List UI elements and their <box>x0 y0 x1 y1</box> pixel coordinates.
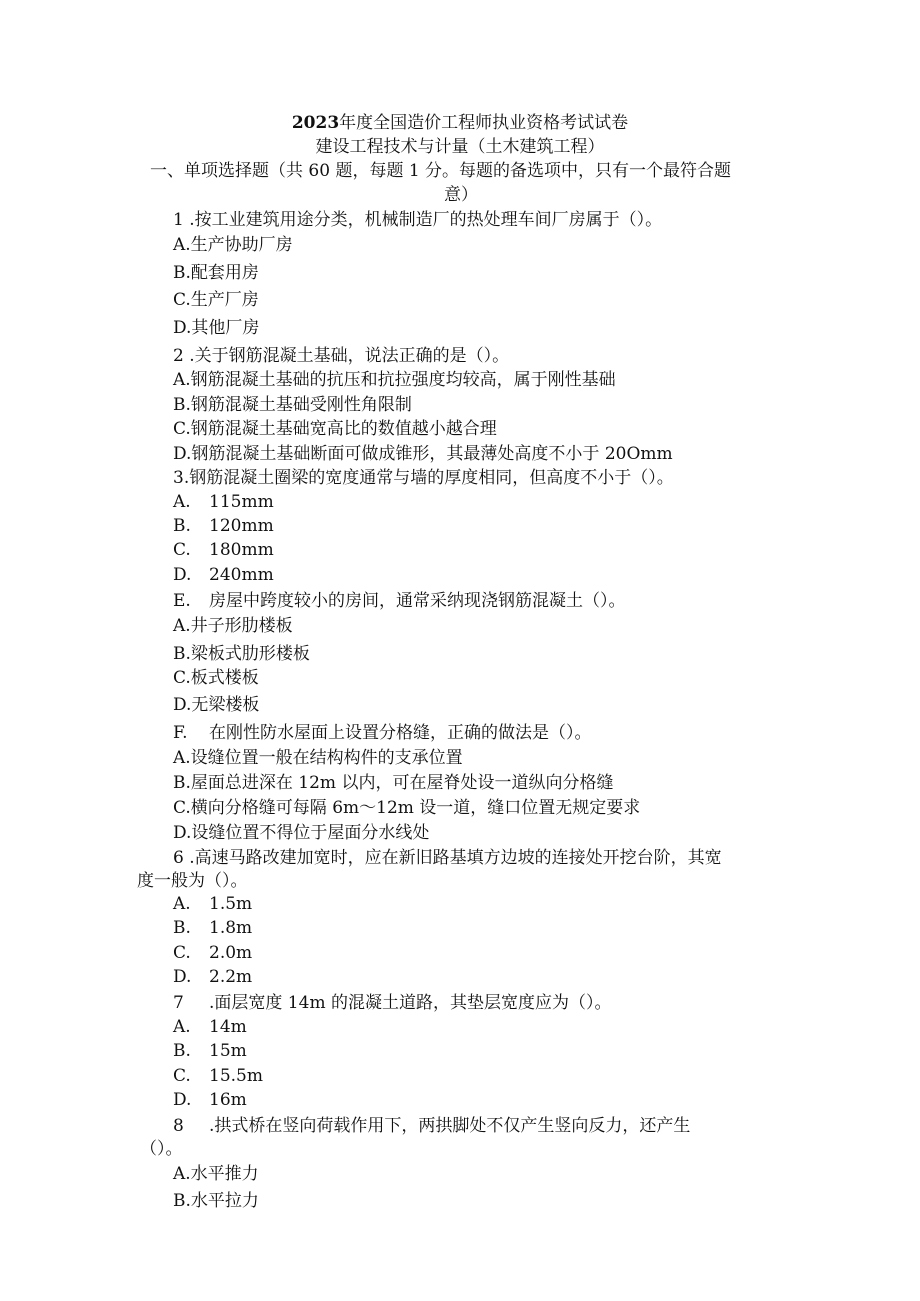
option-text: 15m <box>209 1041 247 1061</box>
question-1-option-b: B.配套用房 <box>173 263 259 283</box>
option-text: 2.0m <box>209 943 253 963</box>
question-5-option-c: C.横向分格缝可每隔 6m～12m 设一道，缝口位置无规定要求 <box>173 798 641 818</box>
question-text: 房屋中跨度较小的房间，通常采纳现浇钢筋混凝土（）。 <box>209 591 626 611</box>
option-letter: B. <box>173 516 191 536</box>
option-letter: C. <box>173 540 191 560</box>
option-letter: B. <box>173 1041 191 1061</box>
option-text: 2.2m <box>209 967 253 987</box>
question-2-option-d: D.钢筋混凝土基础断面可做成锥形，其最薄处高度不小于 20Omm <box>173 444 673 464</box>
question-5-option-b: B.屋面总进深在 12m 以内，可在屋脊处设一道纵向分格缝 <box>173 773 614 793</box>
question-5-option-a: A.设缝位置一般在结构构件的支承位置 <box>173 748 463 768</box>
question-3-option-c <box>173 539 274 561</box>
option-letter: B. <box>173 918 191 938</box>
question-3-stem: 3.钢筋混凝土圈梁的宽度通常与墙的厚度相同，但高度不小于（）。 <box>173 468 674 488</box>
question-7-stem <box>173 992 611 1014</box>
question-text: .面层宽度 14m 的混凝土道路，其垫层宽度应为（）。 <box>209 993 612 1013</box>
section-heading-continued: 意） <box>444 185 478 205</box>
question-4-stem <box>173 590 626 612</box>
question-2-stem: 2 .关于钢筋混凝土基础，说法正确的是（）。 <box>173 346 510 366</box>
question-1-option-d: D.其他厂房 <box>173 318 260 338</box>
question-2-option-b: B.钢筋混凝土基础受刚性角限制 <box>173 395 412 415</box>
option-text: 180mm <box>209 540 274 560</box>
question-8-option-b: B.水平拉力 <box>173 1191 259 1211</box>
option-text: 240mm <box>209 565 274 585</box>
question-4-option-c: C.板式楼板 <box>173 668 259 688</box>
question-7-option-d <box>173 1089 247 1111</box>
question-6-option-c <box>173 942 252 964</box>
question-4-option-a: A.井子形肋楼板 <box>173 616 293 636</box>
question-6-stem: 6 .高速马路改建加宽时，应在新旧路基填方边坡的连接处开挖台阶，其宽 <box>173 848 722 868</box>
question-5-option-d: D.设缝位置不得位于屋面分水线处 <box>173 823 430 843</box>
exam-subtitle: 建设工程技术与计量（土木建筑工程） <box>315 137 605 157</box>
question-6-option-a <box>173 893 252 915</box>
question-6-option-d <box>173 966 252 988</box>
question-1-option-c: C.生产厂房 <box>173 290 259 310</box>
option-letter: D. <box>173 565 192 585</box>
exam-title <box>0 112 920 134</box>
question-1-option-a: A.生产协助厂房 <box>173 235 293 255</box>
option-text: 16m <box>209 1090 247 1110</box>
option-letter: D. <box>173 1090 192 1110</box>
option-text: 15.5m <box>209 1066 263 1086</box>
question-3-option-d <box>173 564 274 586</box>
question-2-option-c: C.钢筋混凝土基础宽高比的数值越小越合理 <box>173 419 497 439</box>
question-number: E. <box>173 591 191 611</box>
question-number: 8 <box>173 1116 184 1136</box>
option-text: 120mm <box>209 516 274 536</box>
option-letter: A. <box>173 492 191 512</box>
question-text: .拱式桥在竖向荷载作用下，两拱脚处不仅产生竖向反力，还产生 <box>209 1116 691 1136</box>
question-7-option-c <box>173 1065 263 1087</box>
question-number: F. <box>173 723 188 743</box>
option-letter: D. <box>173 967 192 987</box>
option-text: 1.8m <box>209 918 253 938</box>
question-6-option-b <box>173 917 252 939</box>
section-heading: 一、单项选择题（共 60 题，每题 1 分。每题的备选项中，只有一个最符合题 <box>150 161 732 181</box>
exam-title-text: 年度全国造价工程师执业资格考试试卷 <box>339 113 629 133</box>
question-4-option-b: B.梁板式肋形楼板 <box>173 644 310 664</box>
question-4-option-d: D.无梁楼板 <box>173 695 260 715</box>
option-text: 115mm <box>209 492 274 512</box>
question-7-option-b <box>173 1040 247 1062</box>
question-8-option-a: A.水平推力 <box>173 1164 259 1184</box>
question-6-stem-continued: 度一般为（）。 <box>137 871 248 891</box>
option-letter: C. <box>173 1066 191 1086</box>
option-letter: A. <box>173 894 191 914</box>
question-text: 在刚性防水屋面上设置分格缝，正确的做法是（）。 <box>209 723 592 743</box>
option-letter: A. <box>173 1017 191 1037</box>
question-7-option-a <box>173 1016 247 1038</box>
question-5-stem <box>173 722 592 744</box>
question-number: 7 <box>173 993 184 1013</box>
question-8-stem <box>173 1115 690 1137</box>
option-text: 14m <box>209 1017 247 1037</box>
exam-title-year: 2023 <box>291 113 340 133</box>
option-text: 1.5m <box>209 894 253 914</box>
question-3-option-a <box>173 491 274 513</box>
question-2-option-a: A.钢筋混凝土基础的抗压和抗拉强度均较高，属于刚性基础 <box>173 370 616 390</box>
question-8-stem-continued: （）。 <box>140 1139 183 1159</box>
question-3-option-b <box>173 515 274 537</box>
question-1-stem: 1 .按工业建筑用途分类，机械制造厂的热处理车间厂房属于（）。 <box>173 210 663 230</box>
option-letter: C. <box>173 943 191 963</box>
